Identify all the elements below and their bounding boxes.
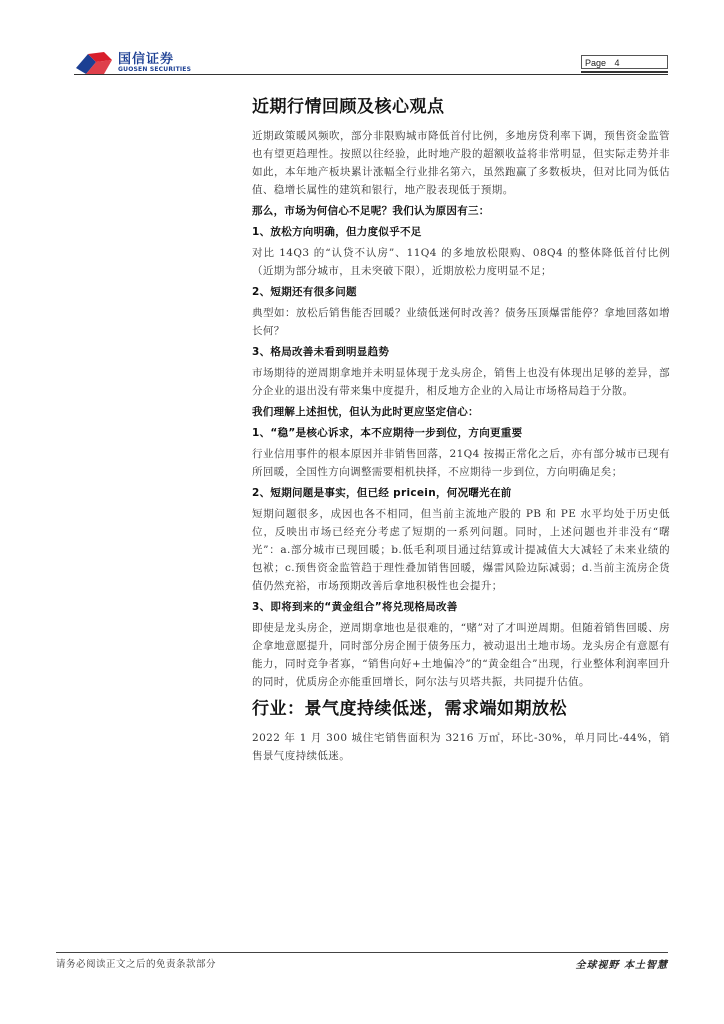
section-title-industry: 行业：景气度持续低迷，需求端如期放松 <box>252 699 567 719</box>
footer-slogan: 全球视野 本土智慧 <box>575 960 668 971</box>
reason-3-title: 3、格局改善未看到明显趋势 <box>252 346 390 358</box>
footer-disclaimer: 请务必阅读正文之后的免责条款部分 <box>56 959 217 970</box>
industry-paragraph: 2022 年 1 月 300 城住宅销售面积为 3216 万㎡，环比-30%，单月同比-44%，销售景气度持续低迷。 <box>252 732 670 762</box>
logo-chinese-name: 国信证券 <box>118 52 175 67</box>
reason-2-title: 2、短期还有很多问题 <box>252 286 357 298</box>
intro-paragraph: 近期政策暖风频吹，部分非限购城市降低首付比例，多地房贷利率下调，预售资金监管也有望更趋理性。按照以往经验，此时地产股的超额收益将非常明显，但实际走势并非如此，本年地产板块累计涨幅全行业排名第六，虽然跑赢了多数板块，但对比同为低估值、稳增长属性的建筑和银行，地产股表现低于预期。 <box>252 130 670 196</box>
main-content <box>252 92 670 768</box>
confidence-1-body: 行业信用事件的根本原因并非销售回落，21Q4 按揭正常化之后，亦有部分城市已现有所回暖，全国性方向调整需要相机抉择，不应期待一步到位，方向明确足矣； <box>252 448 670 478</box>
reason-1-body: 对比 14Q3 的“认贷不认房”、11Q4 的多地放松限购、08Q4 的整体降低首付比例（近期为部分城市，且未突破下限），近期放松力度明显不足； <box>252 247 670 277</box>
question-heading: 那么，市场为何信心不足呢？我们认为原因有三： <box>252 205 490 217</box>
header-divider-accent <box>581 71 668 73</box>
confidence-heading: 我们理解上述担忧，但认为此时更应坚定信心： <box>252 406 479 418</box>
confidence-1-title: 1、“稳”是核心诉求，本不应期待一步到位，方向更重要 <box>252 427 523 439</box>
logo-english-name: GUOSEN SECURITIES <box>118 66 192 73</box>
section-title-review: 近期行情回顾及核心观点 <box>252 97 445 117</box>
confidence-3-title: 3、即将到来的“黄金组合”将兑现格局改善 <box>252 601 458 613</box>
page-label: Page <box>585 58 607 68</box>
reason-3-body: 市场期待的逆周期拿地并未明显体现于龙头房企，销售上也没有体现出足够的差异，部分企业的退出没有带来集中度提升，相反地方企业的入局让市场格局趋于分散。 <box>252 367 670 397</box>
confidence-2-title: 2、短期问题是事实，但已经 pricein，何况曙光在前 <box>252 487 512 499</box>
reason-2-body: 典型如：放松后销售能否回暖？业绩低迷何时改善？债务压顶爆雷能停？拿地回落如增长何？ <box>252 307 670 337</box>
page-number: 4 <box>614 58 620 68</box>
header-divider <box>74 74 668 75</box>
reason-1-title: 1、放松方向明确，但力度似乎不足 <box>252 226 422 238</box>
confidence-2-body: 短期问题很多，成因也各不相同，但当前主流地产股的 PB 和 PE 水平均处于历史低位，反映出市场已经充分考虑了短期的一系列问题。同时，上述问题也并非没有“曙光”：a.部分城市已现回暖；b.低毛利项目通过结算或计提减值大大减轻了未来业绩的包袱；c.预售资金监管趋于理性叠加销售回暖，爆雷风险边际减弱；d.当前主流房企货值仍然充裕，市场预期改善后拿地积极性也会提升； <box>252 508 670 592</box>
footer-divider <box>56 952 668 953</box>
confidence-3-body: 即使是龙头房企，逆周期拿地也是很难的，“赌”对了才叫逆周期。但随着销售回暖、房企拿地意愿提升，同时部分房企囿于债务压力，被动退出土地市场。龙头房企有意愿有能力，同时竞争者寡，“销售向好+土地偏冷”的“黄金组合”出现，行业整体利润率回升的同时，优质房企亦能重回增长，阿尔法与贝塔共振，共同提升估值。 <box>252 622 670 688</box>
page-indicator <box>581 55 668 69</box>
